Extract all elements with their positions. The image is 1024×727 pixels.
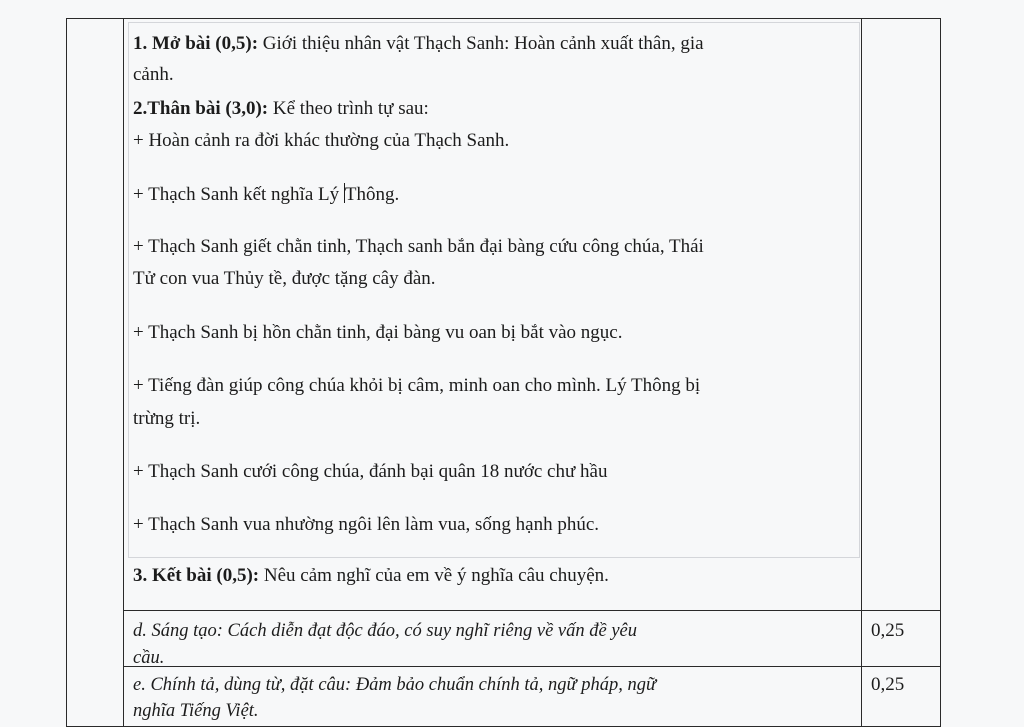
point-6: + Thạch Sanh cưới công chúa, đánh bại quân 18 nước chư hầu	[133, 461, 608, 482]
score-column-divider	[861, 18, 862, 727]
point-2-text: + Thạch Sanh kết nghĩa Lý	[133, 184, 344, 205]
point-3-cont: Tử con vua Thủy tề, được tặng cây đàn.	[133, 268, 436, 289]
criterion-e-score: 0,25	[871, 674, 905, 695]
criterion-d-cont: cầu.	[133, 648, 165, 668]
row-divider	[123, 610, 941, 611]
conclusion-label: 3. Kết bài (0,5):	[133, 565, 260, 586]
criterion-d: d. Sáng tạo: Cách diễn đạt độc đáo, có suy nghĩ riêng về vấn đề yêu	[133, 621, 638, 641]
point-2-text-end: Thông.	[344, 184, 400, 205]
intro-label: 1. Mở bài (0,5):	[133, 33, 259, 54]
intro-text: Giới thiệu nhân vật Thạch Sanh: Hoàn cảnh xuất thân, gia	[262, 33, 704, 54]
conclusion-line	[133, 563, 609, 589]
criterion-e-cont: nghĩa Tiếng Việt.	[133, 701, 259, 721]
point-1: + Hoàn cảnh ra đời khác thường của Thạch Sanh.	[133, 130, 510, 151]
conclusion-text: Nêu cảm nghĩ của em về ý nghĩa câu chuyện.	[263, 565, 609, 586]
intro-line	[133, 31, 704, 57]
body-line	[133, 96, 429, 122]
point-5: + Tiếng đàn giúp công chúa khỏi bị câm, minh oan cho mình. Lý Thông bị	[133, 375, 701, 396]
column-divider	[123, 18, 124, 727]
point-5-cont: trừng trị.	[133, 408, 201, 429]
criterion-d-score: 0,25	[871, 620, 905, 641]
criterion-e: e. Chính tả, dùng từ, đặt câu: Đảm bảo chuẩn chính tả, ngữ pháp, ngữ	[133, 675, 657, 695]
point-7: + Thạch Sanh vua nhường ngôi lên làm vua, sống hạnh phúc.	[133, 514, 600, 535]
point-3: + Thạch Sanh giết chằn tinh, Thạch sanh bắn đại bàng cứu công chúa, Thái	[133, 236, 704, 257]
intro-text-cont: cảnh.	[133, 64, 174, 85]
point-4: + Thạch Sanh bị hồn chằn tinh, đại bàng vu oan bị bắt vào ngục.	[133, 322, 623, 343]
row-divider	[123, 666, 941, 667]
point-2	[133, 182, 399, 208]
body-text: Kể theo trình tự sau:	[272, 98, 429, 119]
body-label: 2.Thân bài (3,0):	[133, 98, 269, 119]
